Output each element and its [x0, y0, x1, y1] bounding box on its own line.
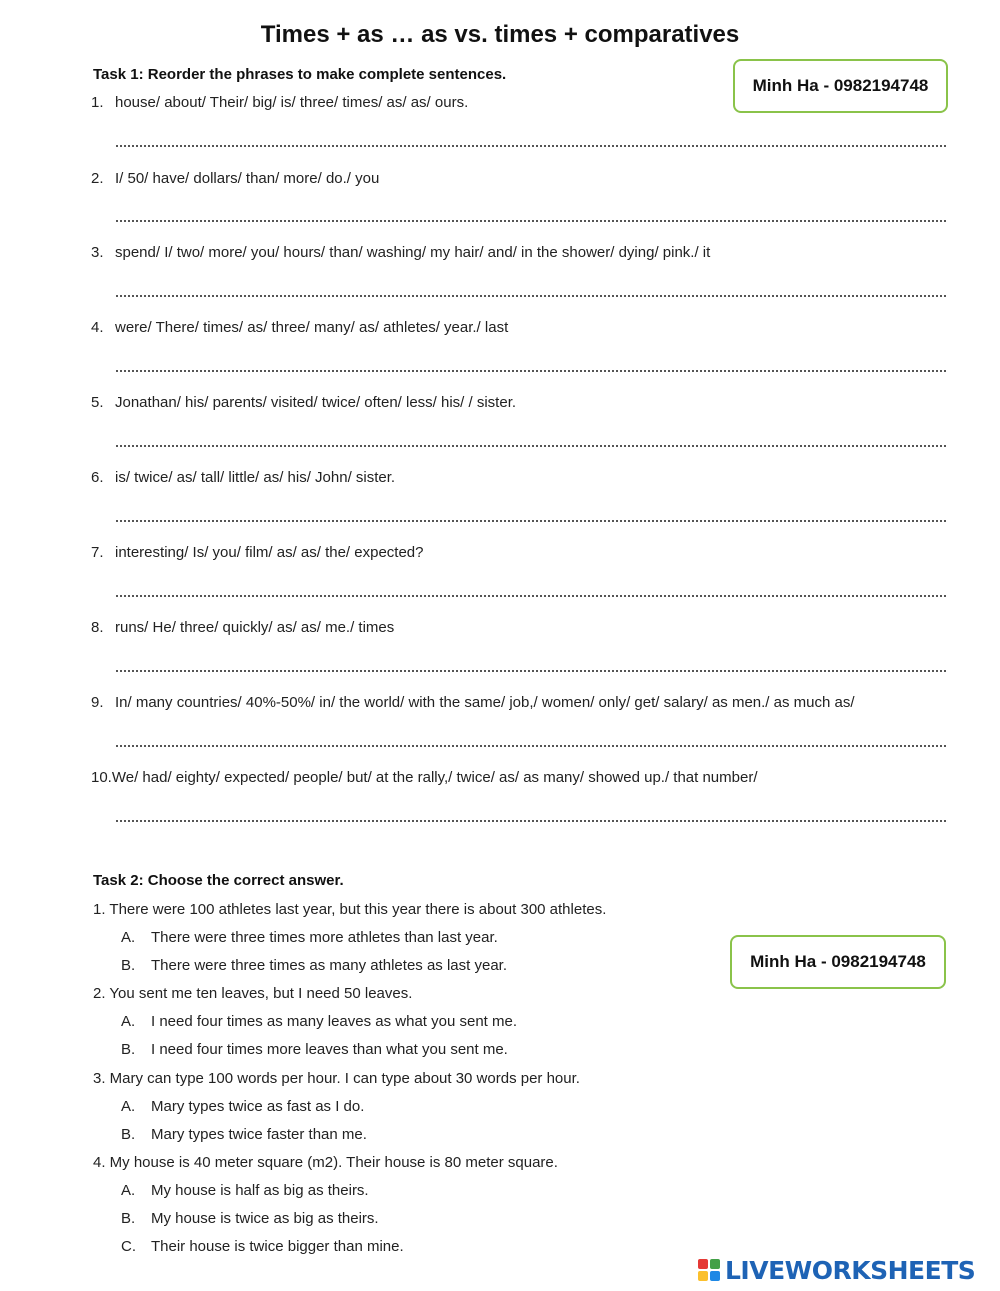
logo-square: [710, 1259, 720, 1269]
question-text: spend/ I/ two/ more/ you/ hours/ than/ washing/ my hair/ and/ in the shower/ dying/ pink./ it: [115, 244, 711, 261]
answer-line-5[interactable]: [116, 431, 946, 447]
task2-heading: Task 2: Choose the correct answer.: [93, 872, 344, 889]
option-text: My house is twice as big as theirs.: [151, 1210, 379, 1227]
option-1a[interactable]: [121, 929, 498, 946]
question-text: is/ twice/ as/ tall/ little/ as/ his/ John/ sister.: [115, 469, 396, 486]
logo-square: [698, 1271, 708, 1281]
logo-square: [710, 1271, 720, 1281]
option-letter: B.: [121, 957, 136, 974]
option-text: There were three times more athletes than last year.: [151, 929, 498, 946]
answer-line-7[interactable]: [116, 581, 946, 597]
option-letter: A.: [121, 929, 136, 946]
logo-text: LIVEWORKSHEETS: [725, 1255, 976, 1285]
question-number: 6.: [91, 469, 104, 486]
option-letter: B.: [121, 1126, 136, 1143]
option-3b[interactable]: [121, 1126, 367, 1143]
option-letter: B.: [121, 1210, 136, 1227]
option-text: Their house is twice bigger than mine.: [151, 1238, 404, 1255]
author-badge: Minh Ha - 0982194748: [733, 59, 948, 113]
question-text: interesting/ Is/ you/ film/ as/ as/ the/ expected?: [115, 544, 424, 561]
task2-question-3: 3. Mary can type 100 words per hour. I can type about 30 words per hour.: [93, 1070, 580, 1087]
answer-line-4[interactable]: [116, 356, 946, 372]
page-title: Times + as … as vs. times + comparatives: [260, 21, 740, 48]
option-4b[interactable]: [121, 1210, 379, 1227]
logo-square: [698, 1259, 708, 1269]
option-text: I need four times more leaves than what you sent me.: [151, 1041, 508, 1058]
answer-line-1[interactable]: [116, 131, 946, 147]
option-4a[interactable]: [121, 1182, 369, 1199]
option-letter: A.: [121, 1182, 136, 1199]
task1-question-9: [91, 694, 855, 711]
task1-question-8: [91, 619, 394, 636]
option-letter: C.: [121, 1238, 136, 1255]
question-number: 5.: [91, 394, 104, 411]
question-text: house/ about/ Their/ big/ is/ three/ times/ as/ as/ ours.: [115, 94, 469, 111]
question-number: 4.: [91, 319, 104, 336]
task2-question-4: 4. My house is 40 meter square (m2). Their house is 80 meter square.: [93, 1154, 558, 1171]
question-number: 9.: [91, 694, 104, 711]
logo-squares-icon: [698, 1259, 720, 1281]
task1-question-1: [91, 94, 468, 111]
option-letter: A.: [121, 1098, 136, 1115]
answer-line-3[interactable]: [116, 281, 946, 297]
option-2a[interactable]: [121, 1013, 517, 1030]
task1-question-2: [91, 170, 379, 187]
option-text: I need four times as many leaves as what you sent me.: [151, 1013, 518, 1030]
question-number: 3.: [91, 244, 104, 261]
question-text: runs/ He/ three/ quickly/ as/ as/ me./ times: [115, 619, 395, 636]
option-2b[interactable]: [121, 1041, 508, 1058]
option-text: Mary types twice as fast as I do.: [151, 1098, 365, 1115]
question-number: 1.: [91, 94, 104, 111]
question-text: I/ 50/ have/ dollars/ than/ more/ do./ you: [115, 170, 380, 187]
question-text: were/ There/ times/ as/ three/ many/ as/ athletes/ year./ last: [115, 319, 509, 336]
task1-question-3: [91, 244, 710, 261]
task1-question-5: [91, 394, 516, 411]
task1-question-10: [91, 769, 758, 786]
question-text: In/ many countries/ 40%-50%/ in/ the world/ with the same/ job,/ women/ only/ get/ salary/ as men./ as much as/: [115, 694, 855, 711]
option-text: There were three times as many athletes as last year.: [151, 957, 507, 974]
task2-question-2: 2. You sent me ten leaves, but I need 50 leaves.: [93, 985, 413, 1002]
question-number: 7.: [91, 544, 104, 561]
question-text: Jonathan/ his/ parents/ visited/ twice/ often/ less/ his/ / sister.: [115, 394, 517, 411]
option-3a[interactable]: [121, 1098, 364, 1115]
answer-line-10[interactable]: [116, 806, 946, 822]
question-number: 2.: [91, 170, 104, 187]
author-badge-2: Minh Ha - 0982194748: [730, 935, 946, 989]
answer-line-8[interactable]: [116, 656, 946, 672]
answer-line-9[interactable]: [116, 731, 946, 747]
task1-heading: Task 1: Reorder the phrases to make complete sentences.: [93, 66, 507, 83]
question-number: 10.: [91, 769, 112, 786]
task2-question-1: 1. There were 100 athletes last year, but this year there is about 300 athletes.: [93, 901, 607, 918]
option-1b[interactable]: [121, 957, 507, 974]
task1-question-6: [91, 469, 395, 486]
question-number: 8.: [91, 619, 104, 636]
task1-question-4: [91, 319, 508, 336]
question-text: We/ had/ eighty/ expected/ people/ but/ at the rally,/ twice/ as/ as many/ showed up./ that number/: [111, 769, 758, 786]
option-letter: B.: [121, 1041, 136, 1058]
task1-question-7: [91, 544, 424, 561]
answer-line-2[interactable]: [116, 206, 946, 222]
liveworksheets-logo: [698, 1256, 975, 1284]
option-text: My house is half as big as theirs.: [151, 1182, 369, 1199]
option-letter: A.: [121, 1013, 136, 1030]
answer-line-6[interactable]: [116, 506, 946, 522]
option-4c[interactable]: [121, 1238, 404, 1255]
option-text: Mary types twice faster than me.: [151, 1126, 367, 1143]
